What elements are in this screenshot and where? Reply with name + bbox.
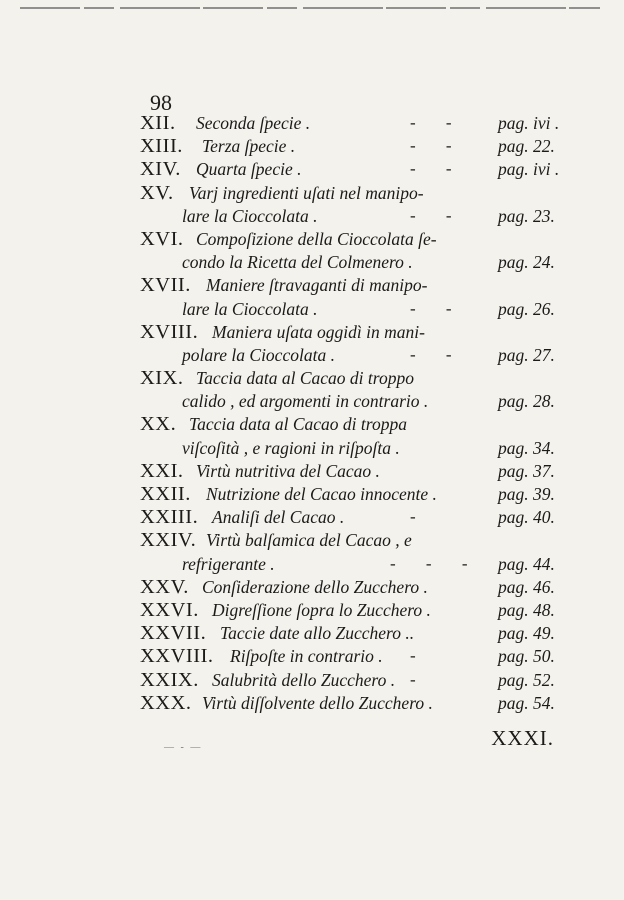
toc-line [140,228,580,251]
toc-line [140,367,580,390]
chapter-number: XXIV. [140,529,197,552]
chapter-number: XXIII. [140,506,199,529]
toc-line [140,669,580,692]
toc-line [140,251,580,274]
page-reference: pag. 50. [498,646,555,667]
page-reference: pag. 52. [498,669,555,690]
chapter-title-continuation: lare la Cioccolata . [182,205,318,226]
toc-line [140,692,580,715]
leader-dashes: - - [410,113,454,132]
chapter-number: XXVII. [140,622,207,645]
chapter-title: Nutrizione del Cacao innocente . [206,484,437,504]
chapter-title-continuation: calido , ed argomenti in contrario . [182,391,429,412]
chapter-number: XIV. [140,158,181,181]
page-reference: pag. 46. [498,576,555,597]
page-reference: pag. ivi . [498,159,560,180]
toc-line [140,390,580,413]
chapter-number: XX. [140,413,177,436]
toc-line [140,460,580,483]
page-reference: pag. ivi . [498,113,560,133]
page-reference: pag. 40. [498,507,555,528]
chapter-title: Maniera uſata oggidì in mani- [212,321,425,342]
chapter-title-continuation: lare la Cioccolata . [182,298,318,319]
page-reference: pag. 49. [498,623,555,644]
chapter-number: XIX. [140,367,184,390]
chapter-title-continuation: viſcoſità , e ragioni in riſpoſta . [182,437,400,458]
toc-line [140,182,580,205]
page-reference: pag. 34. [498,437,555,458]
leader-dashes: - - [410,136,454,156]
chapter-title: Terza ſpecie . [202,136,296,157]
chapter-title: Seconda ſpecie . [196,113,311,133]
chapter-title: Conſiderazione dello Zucchero . [202,576,428,597]
page-reference: pag. 44. [498,553,555,574]
chapter-title: Analiſi del Cacao . [212,507,345,528]
chapter-number: XXV. [140,575,189,598]
chapter-title-continuation: polare la Cioccolata . [182,344,335,365]
page-reference: pag. 54. [498,692,555,713]
chapter-number: XVII. [140,274,191,297]
chapter-title: Virtù balſamica del Cacao , e [206,530,412,551]
chapter-number: XVI. [140,227,184,250]
toc-line [140,321,580,344]
chapter-title: Quarta ſpecie . [196,159,302,180]
chapter-title: Taccie date allo Zucchero .. [220,623,415,644]
table-of-contents [140,112,580,715]
chapter-title: Digreſſione ſopra lo Zucchero . [212,599,431,620]
toc-line [140,135,580,158]
chapter-number: XXVI. [140,598,199,621]
page-reference: pag. 37. [498,460,555,481]
chapter-number: XV. [140,181,174,204]
page-reference: pag. 48. [498,599,555,620]
toc-line [140,344,580,367]
chapter-title: Virtù nutritiva del Cacao . [196,460,380,481]
toc-line [140,437,580,460]
toc-line [140,529,580,552]
chapter-number: XVIII. [140,320,199,343]
chapter-title: Riſpoſte in contrario . [230,646,383,667]
leader-dashes: - - [410,159,454,179]
page-reference: pag. 26. [498,298,555,319]
chapter-title: Salubrità dello Zucchero . [212,669,396,690]
chapter-number: XII. [140,112,176,134]
chapter-number: XXVIII. [140,645,214,668]
leader-dashes: - - - [390,553,470,573]
leader-dashes: - [410,507,418,527]
toc-line [140,506,580,529]
chapter-number: XXIX. [140,668,199,691]
toc-line [140,298,580,321]
chapter-title: Compoſizione della Cioccolata ſe- [196,228,437,249]
toc-line [140,622,580,645]
page-reference: pag. 22. [498,136,555,157]
toc-line [140,576,580,599]
page-reference: pag. 39. [498,484,555,504]
page-reference: pag. 27. [498,344,555,365]
toc-line [140,599,580,622]
leader-dashes: - - [410,344,454,364]
chapter-number: XXI. [140,459,184,482]
toc-line [140,274,580,297]
leader-dashes: - - [410,298,454,318]
page-reference: pag. 23. [498,205,555,226]
toc-line [140,553,580,576]
toc-line [140,645,580,668]
chapter-title-continuation: condo la Ricetta del Colmenero . [182,252,413,273]
top-border-decoration [20,6,600,12]
toc-line [140,112,580,135]
chapter-title: Varj ingredienti uſati nel manipo- [189,182,424,203]
chapter-title-continuation: refrigerante . [182,553,275,574]
bottom-ornament: — - — [164,742,203,753]
chapter-title: Taccia data al Cacao di troppa [189,414,407,435]
toc-line [140,413,580,436]
toc-line [140,483,580,506]
chapter-number: XXII. [140,483,191,505]
toc-line [140,205,580,228]
chapter-title: Taccia data al Cacao di troppo [196,368,414,389]
leader-dashes: - [410,646,418,666]
chapter-number: XXX. [140,691,192,714]
page-number: 98 [150,90,172,115]
page-reference: pag. 24. [498,252,555,273]
leader-dashes: - - [410,205,454,225]
catchword: XXXI. [491,726,554,750]
leader-dashes: - [410,669,418,689]
page-reference: pag. 28. [498,391,555,412]
chapter-title: Maniere ſtravaganti di manipo- [206,275,428,296]
chapter-number: XIII. [140,135,183,158]
toc-line [140,158,580,181]
chapter-title: Virtù diſſolvente dello Zucchero . [202,692,433,713]
